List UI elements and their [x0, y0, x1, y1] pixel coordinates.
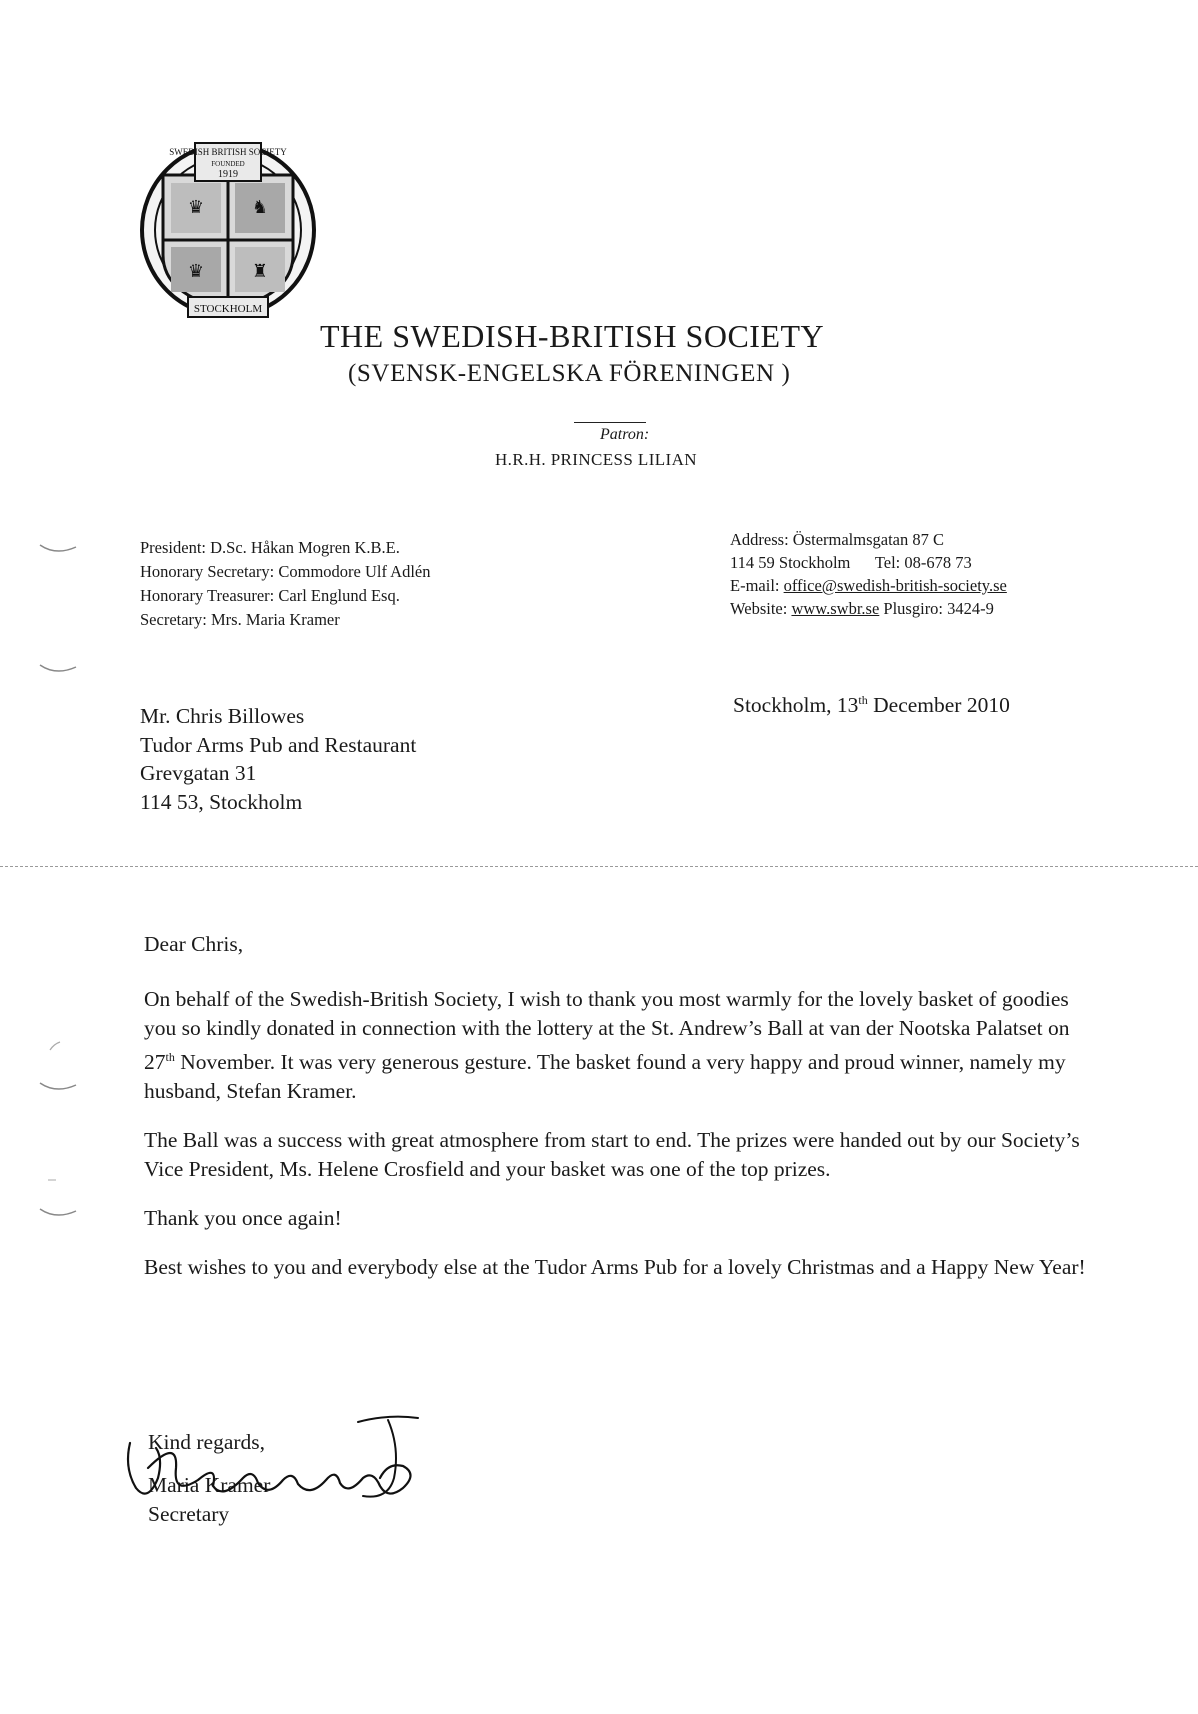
paragraph-thank-again: Thank you once again! [144, 1206, 342, 1231]
recipient-name: Mr. Chris Billowes [140, 704, 305, 728]
paragraph-ball: The Ball was a success with great atmosphere from start to end. The prizes were handed out by our Society’s Vice President, Ms. Helene Crosfield and your basket was one of the top prizes. [144, 1128, 1080, 1182]
website-link[interactable]: www.swbr.se [791, 599, 880, 618]
svg-text:♛: ♛ [187, 261, 205, 282]
recipient-address [140, 702, 416, 816]
contact-website-line [730, 597, 1007, 620]
recipient-street: Grevgatan 31 [140, 761, 257, 785]
salutation: Dear Chris, [144, 932, 244, 956]
svg-text:♜: ♜ [251, 261, 269, 282]
recipient-company: Tudor Arms Pub and Restaurant [140, 732, 417, 757]
date-day: Stockholm, 13 [733, 693, 859, 718]
officer-honorary-treasurer: Honorary Treasurer: Carl Englund Esq. [140, 586, 400, 605]
website-label: Website: [730, 599, 792, 618]
punch-hole-marks [36, 0, 86, 1714]
crest-text-bottom: STOCKHOLM [193, 303, 263, 315]
society-crest-icon [133, 135, 323, 325]
officer-president: President: D.Sc. Håkan Mogren K.B.E. [140, 538, 400, 557]
date-month-year: December 2010 [867, 693, 1010, 718]
paragraph-thanks [144, 985, 1094, 1106]
patron-name: H.R.H. PRINCESS LILIAN [495, 450, 697, 469]
paragraph-wishes: Best wishes to you and everybody else at the Tudor Arms Pub for a lovely Christmas and a Happy New Year! [144, 1255, 1086, 1280]
date-ordinal: th [858, 693, 868, 707]
email-label: E-mail: [730, 576, 784, 595]
signer-name: Maria Kramer [148, 1473, 271, 1497]
letter-body [144, 930, 1094, 1302]
officers-list [140, 536, 431, 632]
officer-secretary: Secretary: Mrs. Maria Kramer [140, 610, 340, 629]
crest-year: 1919 [218, 169, 238, 180]
contact-postal-phone: 114 59 Stockholm Tel: 08-678 73 [730, 553, 972, 572]
email-link[interactable]: office@swedish-british-society.se [783, 576, 1007, 595]
plusgiro: Plusgiro: 3424-9 [879, 599, 994, 618]
fold-line [0, 866, 1198, 867]
officer-honorary-secretary: Honorary Secretary: Commodore Ulf Adlén [140, 562, 431, 581]
crest-text-top: SWEDISH BRITISH SOCIETY [169, 147, 287, 157]
patron-label: Patron: [600, 426, 650, 443]
recipient-city: 114 53, Stockholm [140, 789, 303, 814]
paragraph-thanks-part2: November. It was very generous gesture. The basket found a very happy and proud winner, namely my husband, Stefan Kramer. [144, 1050, 1066, 1104]
contact-address: Address: Östermalmsgatan 87 C [730, 530, 945, 549]
svg-text:♛: ♛ [187, 197, 205, 218]
society-title: THE SWEDISH-BRITISH SOCIETY [320, 318, 825, 354]
closing-regards: Kind regards, [148, 1430, 266, 1454]
paragraph-thanks-ordinal: th [165, 1050, 175, 1064]
paragraph-thanks-part1: On behalf of the Swedish-British Society, I wish to thank you most warmly for the lovely basket of goodies you so kindly donated in connection with the lottery at the St. Andrew’s Ball at van der Nootska Palatset on 27 [144, 987, 1070, 1075]
handwritten-signature [118, 1408, 448, 1518]
contact-email-line [730, 574, 1007, 597]
crest-founded: FOUNDED [211, 160, 245, 168]
patron-divider [574, 422, 646, 423]
svg-text:♞: ♞ [251, 197, 269, 218]
letter-date [733, 693, 1010, 718]
signer-role: Secretary [148, 1502, 230, 1526]
society-subtitle: (SVENSK-ENGELSKA FÖRENINGEN ) [348, 360, 791, 387]
contact-block [730, 528, 1007, 620]
